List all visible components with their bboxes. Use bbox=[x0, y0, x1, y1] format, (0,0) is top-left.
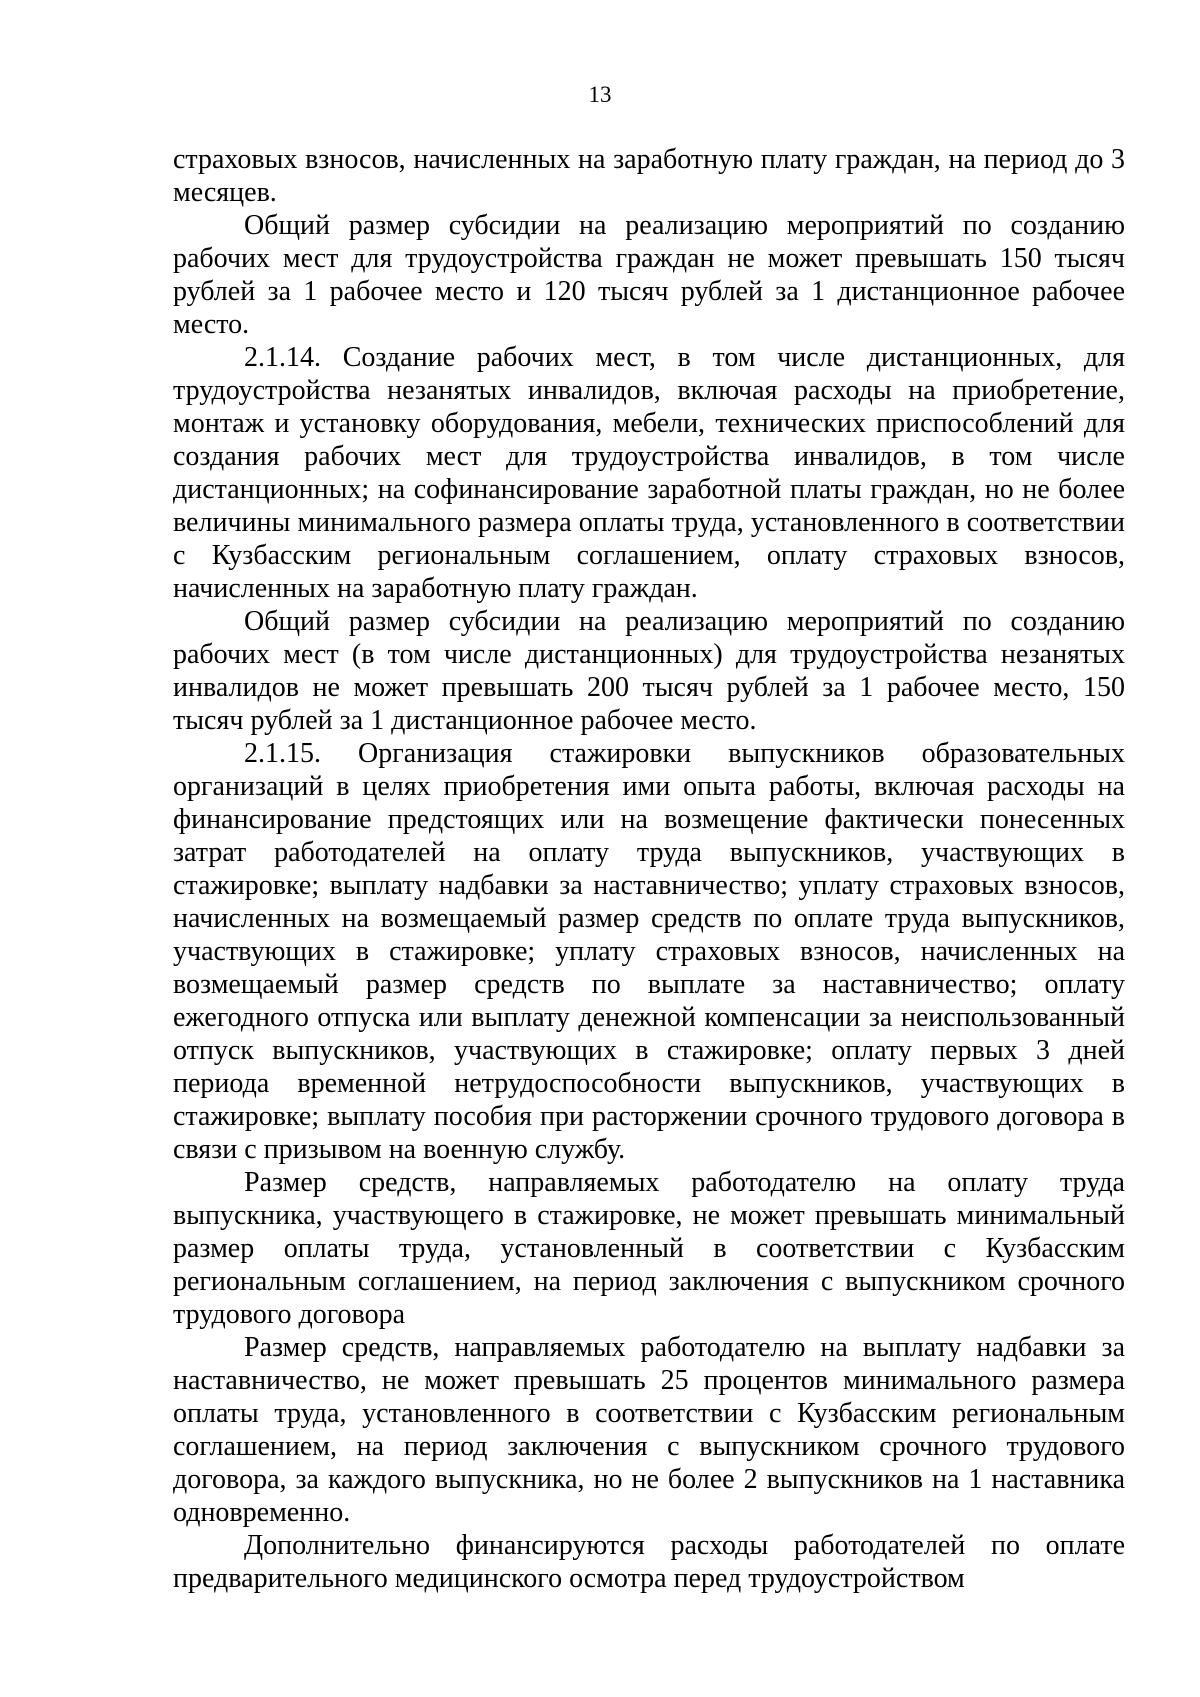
document-body bbox=[173, 143, 1125, 1595]
paragraph-mentorship-allowance-limit: Размер средств, направляемых работодателю на выплату надбавки за наставничество, не может превышать 25 процентов минимального размера оплаты труда, установленного в соответствии с Кузбасским региональным соглашением, на период заключения с выпускником срочного трудового договора, за каждого выпускника, но не более 2 выпускников на 1 наставника одновременно. bbox=[173, 1332, 1125, 1528]
paragraph-additional-financing: Дополнительно финансируются расходы работодателей по оплате предварительного медицинского осмотра перед трудоустройством bbox=[173, 1530, 1125, 1594]
page-number: 13 bbox=[588, 82, 612, 107]
paragraph-subsidy-size-disabled: Общий размер субсидии на реализацию мероприятий по созданию рабочих мест (в том числе дистанционных) для трудоустройства незанятых инвалидов не может превышать 200 тысяч рублей за 1 рабочее место, 150 тысяч рублей за 1 дистанционное рабочее место. bbox=[173, 606, 1125, 736]
paragraph-subsidy-size-general: Общий размер субсидии на реализацию мероприятий по созданию рабочих мест для трудоустройства граждан не может превышать 150 тысяч рублей за 1 рабочее место и 120 тысяч рублей за 1 дистанционное рабочее место. bbox=[173, 210, 1125, 340]
paragraph-clause-2-1-15: 2.1.15. Организация стажировки выпускников образовательных организаций в целях приобретения ими опыта работы, включая расходы на финансирование предстоящих или на возмещение фактически понесенных затрат работодателей на оплату труда выпускников, участвующих в стажировке; выплату надбавки за наставничество; уплату страховых взносов, начисленных на возмещаемый размер средств по оплате труда выпускников, участвующих в стажировке; уплату страховых взносов, начисленных на возмещаемый размер средств по выплате за наставничество; оплату ежегодного отпуска или выплату денежной компенсации за неиспользованный отпуск выпускников, участвующих в стажировке; оплату первых 3 дней периода временной нетрудоспособности выпускников, участвующих в стажировке; выплату пособия при расторжении срочного трудового договора в связи с призывом на военную службу. bbox=[173, 738, 1125, 1165]
paragraph-clause-2-1-14: 2.1.14. Создание рабочих мест, в том числе дистанционных, для трудоустройства незанятых инвалидов, включая расходы на приобретение, монтаж и установку оборудования, мебели, технических приспособлений для создания рабочих мест для трудоустройства инвалидов, в том числе дистанционных; на софинансирование заработной платы граждан, но не более величины минимального размера оплаты труда, установленного в соответствии с Кузбасским региональным соглашением, оплату страховых взносов, начисленных на заработную плату граждан. bbox=[173, 342, 1125, 604]
paragraph-wage-funds-limit: Размер средств, направляемых работодателю на оплату труда выпускника, участвующего в стажировке, не может превышать минимальный размер оплаты труда, установленный в соответствии с Кузбасским региональным соглашением, на период заключения с выпускником срочного трудового договора bbox=[173, 1167, 1125, 1330]
paragraph-continuation: страховых взносов, начисленных на заработную плату граждан, на период до 3 месяцев. bbox=[173, 144, 1125, 208]
